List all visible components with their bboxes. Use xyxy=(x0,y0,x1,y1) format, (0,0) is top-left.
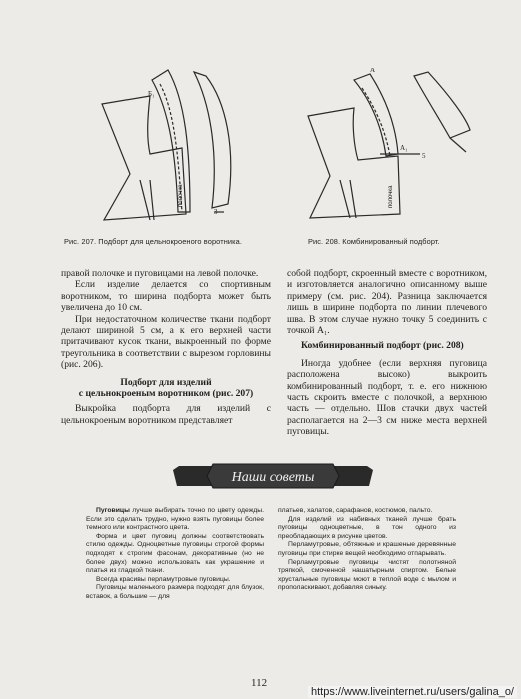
tip-paragraph: Перламутровые, обтяжные и крашеные деревянные пуговицы при стирке вещей необходимо отпарывать. xyxy=(278,541,456,557)
fig207-label-b1: Б₁ xyxy=(148,90,155,98)
tips-left-column xyxy=(86,507,264,602)
tip-text: лучше выбирать точно по цвету одежды. Если это сделать трудно, нужно взять пуговицы более темного или контрастного цвета. xyxy=(86,507,264,532)
figure-207-pattern-drawing xyxy=(90,62,280,232)
tip-paragraph xyxy=(86,507,264,533)
tips-banner xyxy=(173,462,373,490)
watermark-url: https://www.liveinternet.ru/users/galina_o/ xyxy=(308,686,517,698)
figure-207-caption: Рис. 207. Подборт для цельнокроеного воротника. xyxy=(64,237,242,246)
page-number: 112 xyxy=(251,677,268,689)
paragraph: Выкройка подборта для изделий с цельнокроеным воротником представляет xyxy=(61,403,271,426)
figure-208-caption: Рис. 208. Комбинированный подборт. xyxy=(308,237,440,246)
fig207-label-shelf: полочка xyxy=(178,184,184,207)
right-text-column xyxy=(287,268,487,438)
paragraph: Иногда удобнее (если верхняя пуговица расположена высоко) выкроить комбинированный подборт, т. е. его нижнюю часть скроить вместе с полочкой, а верхнюю часть — отдельно. Шов стачки двух частей располагается на 2—3 см ниже места верхней пуговицы. xyxy=(287,357,487,438)
fig208-label-a1: А₁ xyxy=(400,144,408,152)
tips-right-column xyxy=(278,507,456,593)
banner-title: Наши советы xyxy=(231,470,315,485)
tip-paragraph: Всегда красивы перламутровые пуговицы. xyxy=(96,575,231,583)
section-heading: Комбинированный подборт (рис. 208) xyxy=(301,340,464,352)
heading-line-1: Подборт для изделий xyxy=(120,376,212,388)
tip-paragraph: Перламутровые пуговицы чистят полотняной тряпкой, смоченной нашатырным спиртом. Белые хрустальные пуговицы моют в теплой воде с мылом и прополаскивают, добавляя синьку. xyxy=(278,558,456,592)
left-text-column xyxy=(61,268,271,426)
paragraph: правой полочке и пуговицами на левой полочке. xyxy=(61,268,259,279)
fig208-label-5: 5 xyxy=(422,152,426,160)
tip-paragraph: Пуговицы маленького размера подходят для блузок, вставок, а большие — для xyxy=(86,584,264,600)
section-heading xyxy=(61,377,271,388)
fig208-label-a: А xyxy=(370,68,376,74)
figure-208-pattern-drawing xyxy=(300,68,480,228)
tip-paragraph: платьев, халатов, сарафанов, костюмов, пальто. xyxy=(278,507,433,514)
paragraph: При недостаточном количестве ткани подборт делают шириной 5 см, а к его верхней части притачивают кусок ткани, выкроенный по форме треугольника в соответствии с вырезом горловины (рис. 206). xyxy=(61,313,271,371)
tip-keyword: Пуговицы xyxy=(96,507,130,514)
tip-paragraph: Форма и цвет пуговиц должны соответствовать стилю одежды. Одноцветные пуговицы строгой формы подходят к строгим фасонам, декоративные (но не более двух) можно использовать как украшение и платья из гладкой ткани. xyxy=(86,532,264,575)
fig207-label-3: 3 xyxy=(214,208,218,216)
section-heading-continued xyxy=(61,388,271,399)
fig208-label-shelf: полочка xyxy=(388,185,394,208)
paragraph: Если изделие делается со спортивным воротником, то ширина подборта может быть увеличена до 10 см. xyxy=(61,279,271,314)
paragraph: собой подборт, скроенный вместе с воротником, и изготовляется аналогично описанному выше примеру (см. рис. 204). Разница заключается лишь в ширине подборта по линии плечевого шва. В этом случае нужно точку 5 соединить с точкой А₁. xyxy=(287,268,487,337)
tip-paragraph: Для изделий из набивных тканей лучше брать пуговицы одноцветные, в тон одного из преобладающих в рисунке цветов. xyxy=(278,515,456,540)
heading-line-2: с цельнокроеным воротником (рис. 207) xyxy=(78,388,254,400)
